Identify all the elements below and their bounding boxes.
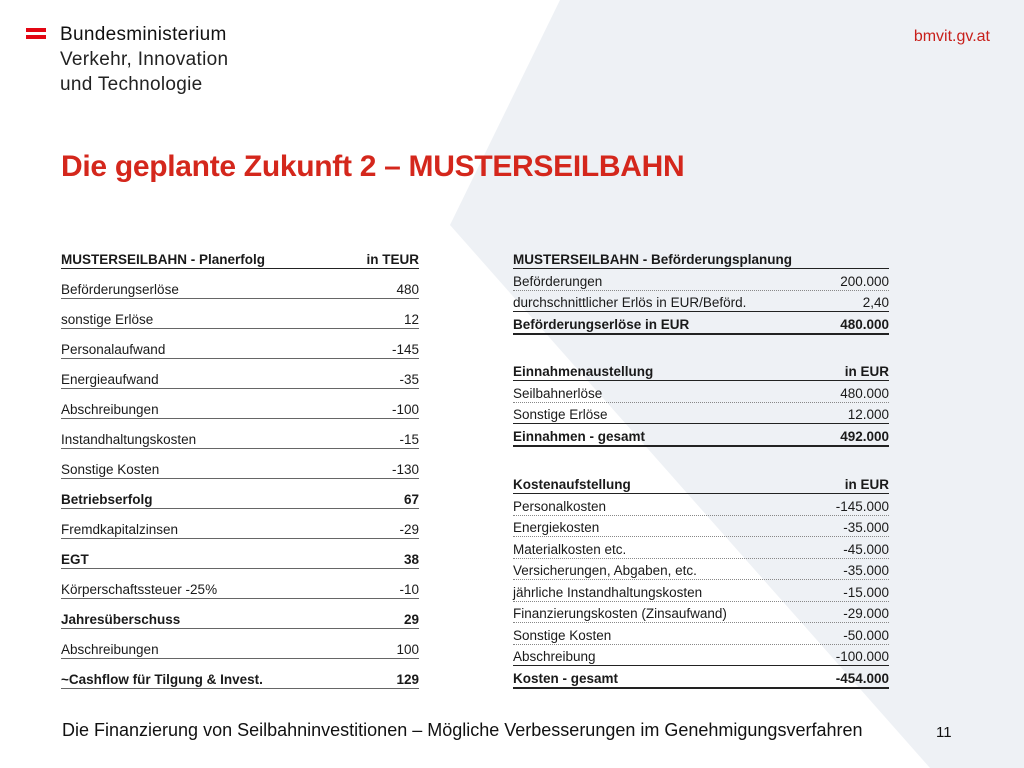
- einnahmen-row: [513, 381, 889, 403]
- planerfolg-header-unit: in TEUR: [366, 252, 419, 267]
- kosten-row-label: Personalkosten: [513, 498, 607, 514]
- planerfolg-row-label: Jahresüberschuss: [61, 612, 181, 627]
- logo-line-1: Bundesministerium: [60, 24, 227, 45]
- kosten-row-value: -145.000: [835, 498, 889, 514]
- kosten-table: [513, 475, 889, 689]
- befoerderung-header: [513, 250, 889, 269]
- kosten-total: [513, 666, 889, 689]
- einnahmen-total-label: Einnahmen - gesamt: [513, 429, 646, 444]
- befoerderung-row-label: Beförderungen: [513, 273, 603, 289]
- planerfolg-row-label: Abschreibungen: [61, 642, 159, 657]
- kosten-row-value: -15.000: [843, 584, 889, 600]
- austria-flag-icon: [26, 28, 46, 39]
- planerfolg-row-label: Abschreibungen: [61, 402, 159, 417]
- kosten-row-label: Energiekosten: [513, 520, 600, 535]
- kosten-row-value: -50.000: [843, 627, 889, 643]
- kosten-total-label: Kosten - gesamt: [513, 671, 619, 686]
- einnahmen-row-value: 480.000: [840, 385, 889, 401]
- planerfolg-row-label: Fremdkapitalzinsen: [61, 522, 179, 537]
- befoerderung-table: [513, 250, 889, 335]
- einnahmen-table: [513, 362, 889, 447]
- kosten-row: [513, 602, 889, 624]
- kosten-total-value: -454.000: [835, 671, 889, 686]
- befoerderung-row-value: 200.000: [840, 273, 889, 289]
- kosten-row-label: Finanzierungskosten (Zinsaufwand): [513, 606, 727, 621]
- befoerderung-row: [513, 269, 889, 291]
- footer-text: Die Finanzierung von Seilbahninvestitionen – Mögliche Verbesserungen im Genehmigungsverfahren: [62, 720, 863, 740]
- planerfolg-row: [61, 419, 419, 449]
- planerfolg-row-value: -15: [399, 432, 419, 447]
- planerfolg-table: [61, 250, 419, 689]
- planerfolg-row: [61, 509, 419, 539]
- kosten-row: [513, 559, 889, 581]
- planerfolg-row: [61, 539, 419, 569]
- kosten-row-value: -35.000: [843, 520, 889, 535]
- einnahmen-total-value: 492.000: [840, 429, 889, 444]
- logo-line-2: Verkehr, Innovation: [60, 49, 229, 70]
- planerfolg-row-label: EGT: [61, 552, 89, 567]
- planerfolg-row: [61, 389, 419, 419]
- planerfolg-row: [61, 659, 419, 689]
- kosten-row: [513, 494, 889, 516]
- kosten-row-value: -35.000: [843, 563, 889, 578]
- planerfolg-row-value: -100: [391, 402, 419, 417]
- planerfolg-row-label: ~Cashflow für Tilgung & Invest.: [61, 672, 263, 687]
- kosten-row-value: -29.000: [843, 606, 889, 621]
- planerfolg-row-value: -145: [391, 342, 419, 357]
- planerfolg-row: [61, 599, 419, 629]
- planerfolg-row: [61, 269, 419, 299]
- planerfolg-row: [61, 449, 419, 479]
- planerfolg-row-label: Energieaufwand: [61, 372, 159, 387]
- planerfolg-row-value: -130: [391, 462, 419, 477]
- planerfolg-row-value: 29: [403, 612, 419, 627]
- site-link[interactable]: bmvit.gv.at: [913, 28, 990, 45]
- kosten-row-label: Versicherungen, Abgaben, etc.: [513, 563, 697, 578]
- einnahmen-total: [513, 424, 889, 447]
- planerfolg-row-value: 129: [396, 672, 419, 687]
- planerfolg-row-label: Instandhaltungskosten: [61, 432, 197, 447]
- kosten-row: [513, 537, 889, 559]
- kosten-row: [513, 623, 889, 645]
- planerfolg-row-label: Sonstige Kosten: [61, 462, 160, 477]
- planerfolg-row-value: 100: [396, 642, 419, 657]
- einnahmen-header-unit: in EUR: [844, 364, 889, 379]
- planerfolg-row: [61, 569, 419, 599]
- befoerderung-total-value: 480.000: [840, 317, 889, 332]
- planerfolg-header: [61, 250, 419, 269]
- planerfolg-row: [61, 629, 419, 659]
- befoerderung-total-label: Beförderungserlöse in EUR: [513, 317, 690, 332]
- kosten-row: [513, 645, 889, 667]
- kosten-header-label: Kostenaufstellung: [513, 477, 631, 492]
- planerfolg-row-value: -10: [399, 582, 419, 597]
- kosten-row-label: jährliche Instandhaltungskosten: [513, 584, 703, 600]
- planerfolg-row-label: Beförderungserlöse: [61, 282, 179, 297]
- planerfolg-row-label: sonstige Erlöse: [61, 312, 154, 327]
- befoerderung-header-label: MUSTERSEILBAHN - Beförderungsplanung: [513, 252, 792, 267]
- planerfolg-row-value: -35: [399, 372, 419, 387]
- page-title: Die geplante Zukunft 2 – MUSTERSEILBAHN: [61, 150, 685, 183]
- kosten-row: [513, 516, 889, 538]
- planerfolg-row: [61, 299, 419, 329]
- kosten-header-unit: in EUR: [844, 477, 889, 492]
- planerfolg-row-value: 480: [396, 282, 419, 297]
- planerfolg-row-value: 38: [403, 552, 419, 567]
- planerfolg-row: [61, 479, 419, 509]
- befoerderung-total: [513, 312, 889, 335]
- planerfolg-row-value: 12: [403, 312, 419, 327]
- logo-line-3: und Technologie: [60, 74, 203, 95]
- einnahmen-row-label: Seilbahnerlöse: [513, 385, 603, 401]
- einnahmen-row: [513, 403, 889, 425]
- kosten-row-label: Sonstige Kosten: [513, 627, 612, 643]
- einnahmen-header: [513, 362, 889, 381]
- kosten-row-value: -45.000: [843, 541, 889, 557]
- kosten-row-label: Materialkosten etc.: [513, 541, 627, 557]
- planerfolg-row-label: Betriebserfolg: [61, 492, 153, 507]
- kosten-row-value: -100.000: [835, 649, 889, 664]
- planerfolg-row-label: Körperschaftssteuer -25%: [61, 582, 218, 597]
- planerfolg-row: [61, 329, 419, 359]
- einnahmen-header-label: Einnahmenaustellung: [513, 364, 654, 379]
- befoerderung-row: [513, 291, 889, 313]
- befoerderung-row-value: 2,40: [862, 295, 889, 310]
- kosten-header: [513, 475, 889, 494]
- kosten-row: [513, 580, 889, 602]
- kosten-row-label: Abschreibung: [513, 649, 596, 664]
- einnahmen-row-value: 12.000: [847, 407, 889, 422]
- planerfolg-row-value: 67: [403, 492, 419, 507]
- planerfolg-header-label: MUSTERSEILBAHN - Planerfolg: [61, 252, 266, 267]
- planerfolg-row: [61, 359, 419, 389]
- planerfolg-row-label: Personalaufwand: [61, 342, 166, 357]
- befoerderung-row-label: durchschnittlicher Erlös in EUR/Beförd.: [513, 295, 747, 310]
- einnahmen-row-label: Sonstige Erlöse: [513, 407, 608, 422]
- page-number: 11: [936, 724, 952, 741]
- planerfolg-row-value: -29: [399, 522, 419, 537]
